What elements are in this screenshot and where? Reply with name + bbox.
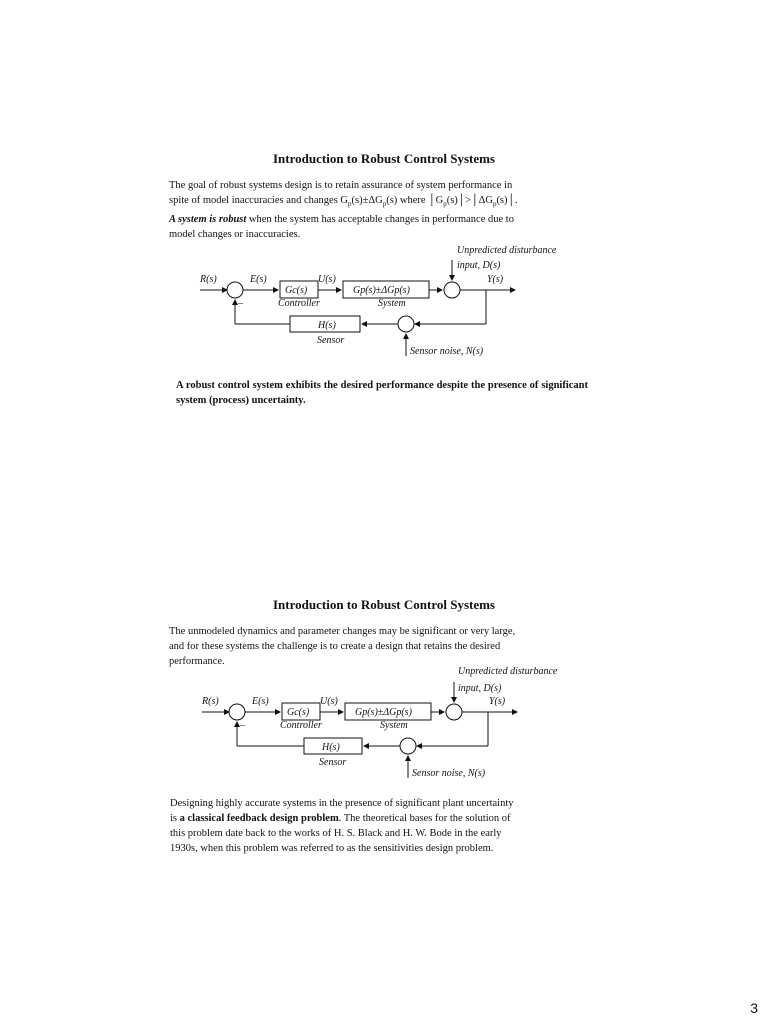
system-block-label: Gp(s)±ΔGp(s) (355, 707, 412, 718)
slide2-p2-line1: Designing highly accurate systems in the presence of significant plant uncertainty (170, 798, 514, 809)
summing-junction-2 (446, 704, 462, 720)
system-block-label: Gp(s)±ΔGp(s) (353, 285, 410, 296)
disturbance-label-line2: input, D(s) (457, 260, 501, 271)
slide2-p1-line1: The unmodeled dynamics and parameter changes may be significant or very large, (169, 626, 516, 637)
sensor-noise-label: Sensor noise, N(s) (412, 768, 486, 779)
slide1-line4: model changes or inaccuracies. (169, 229, 301, 241)
slide1-line3: A system is robust when the system has acceptable changes in performance due to (169, 214, 514, 226)
e-label: E(s) (250, 274, 267, 285)
disturbance-label-line1: Unpredicted disturbance (457, 245, 557, 256)
sensor-noise-label: Sensor noise, N(s) (410, 346, 484, 357)
sensor-block-label: H(s) (318, 320, 336, 331)
r-label: R(s) (202, 696, 219, 707)
summing-junction-2 (444, 282, 460, 298)
slide1-line2: spite of model inaccuracies and changes $G_p(s)\pm\Delta G_p(s)$ where $│G_p(s)│>│\Delta G_p(s)│$. (169, 195, 518, 209)
page-number: 3 (750, 1000, 758, 1016)
block-diagram-2 (190, 662, 558, 784)
system-caption: System (378, 298, 406, 309)
disturbance-label-line2: input, D(s) (458, 683, 502, 694)
summing-junction-3 (400, 738, 416, 754)
sensor-block-label: H(s) (322, 742, 340, 753)
u-label: U(s) (318, 274, 336, 285)
system-caption: System (380, 720, 408, 731)
slide2-paragraph-2 (170, 796, 598, 856)
summing-junction-1 (227, 282, 243, 298)
slide2-p1-line2: and for these systems the challenge is to create a design that retains the desired (169, 641, 501, 652)
controller-block-label: Gc(s) (287, 707, 310, 718)
controller-caption: Controller (280, 720, 322, 731)
disturbance-label-line1: Unpredicted disturbance (458, 666, 558, 677)
u-label: U(s) (320, 696, 338, 707)
y-label: Y(s) (487, 274, 504, 285)
slide2-p2-line3: this problem date back to the works of H. S. Black and H. W. Bode in the early (170, 828, 502, 839)
r-label: R(s) (200, 274, 217, 285)
minus-sign: – (238, 298, 243, 309)
block-diagram-1 (190, 240, 557, 362)
summing-junction-3 (398, 316, 414, 332)
slide1-quote: A robust control system exhibits the desired performance despite the presence of significant system (process) uncertainty. (176, 380, 588, 406)
controller-block-label: Gc(s) (285, 285, 308, 296)
sensor-caption: Sensor (319, 757, 347, 768)
slide1-line1: The goal of robust systems design is to retain assurance of system performance in (169, 180, 513, 191)
slide2-p1-line3: performance. (169, 656, 225, 667)
minus-sign: – (240, 720, 245, 731)
slide1-paragraph (169, 178, 597, 242)
slide2-title: Introduction to Robust Control Systems (273, 597, 495, 612)
slide2-p2-line4: 1930s, when this problem was referred to as the sensitivities design problem. (170, 843, 494, 854)
controller-caption: Controller (278, 298, 320, 309)
slide2-p2-line2: is a classical feedback design problem. The theoretical bases for the solution of (170, 813, 511, 824)
e-label: E(s) (252, 696, 269, 707)
y-label: Y(s) (489, 696, 506, 707)
slide1-title: Introduction to Robust Control Systems (273, 151, 495, 166)
sensor-caption: Sensor (317, 335, 345, 346)
summing-junction-1 (229, 704, 245, 720)
